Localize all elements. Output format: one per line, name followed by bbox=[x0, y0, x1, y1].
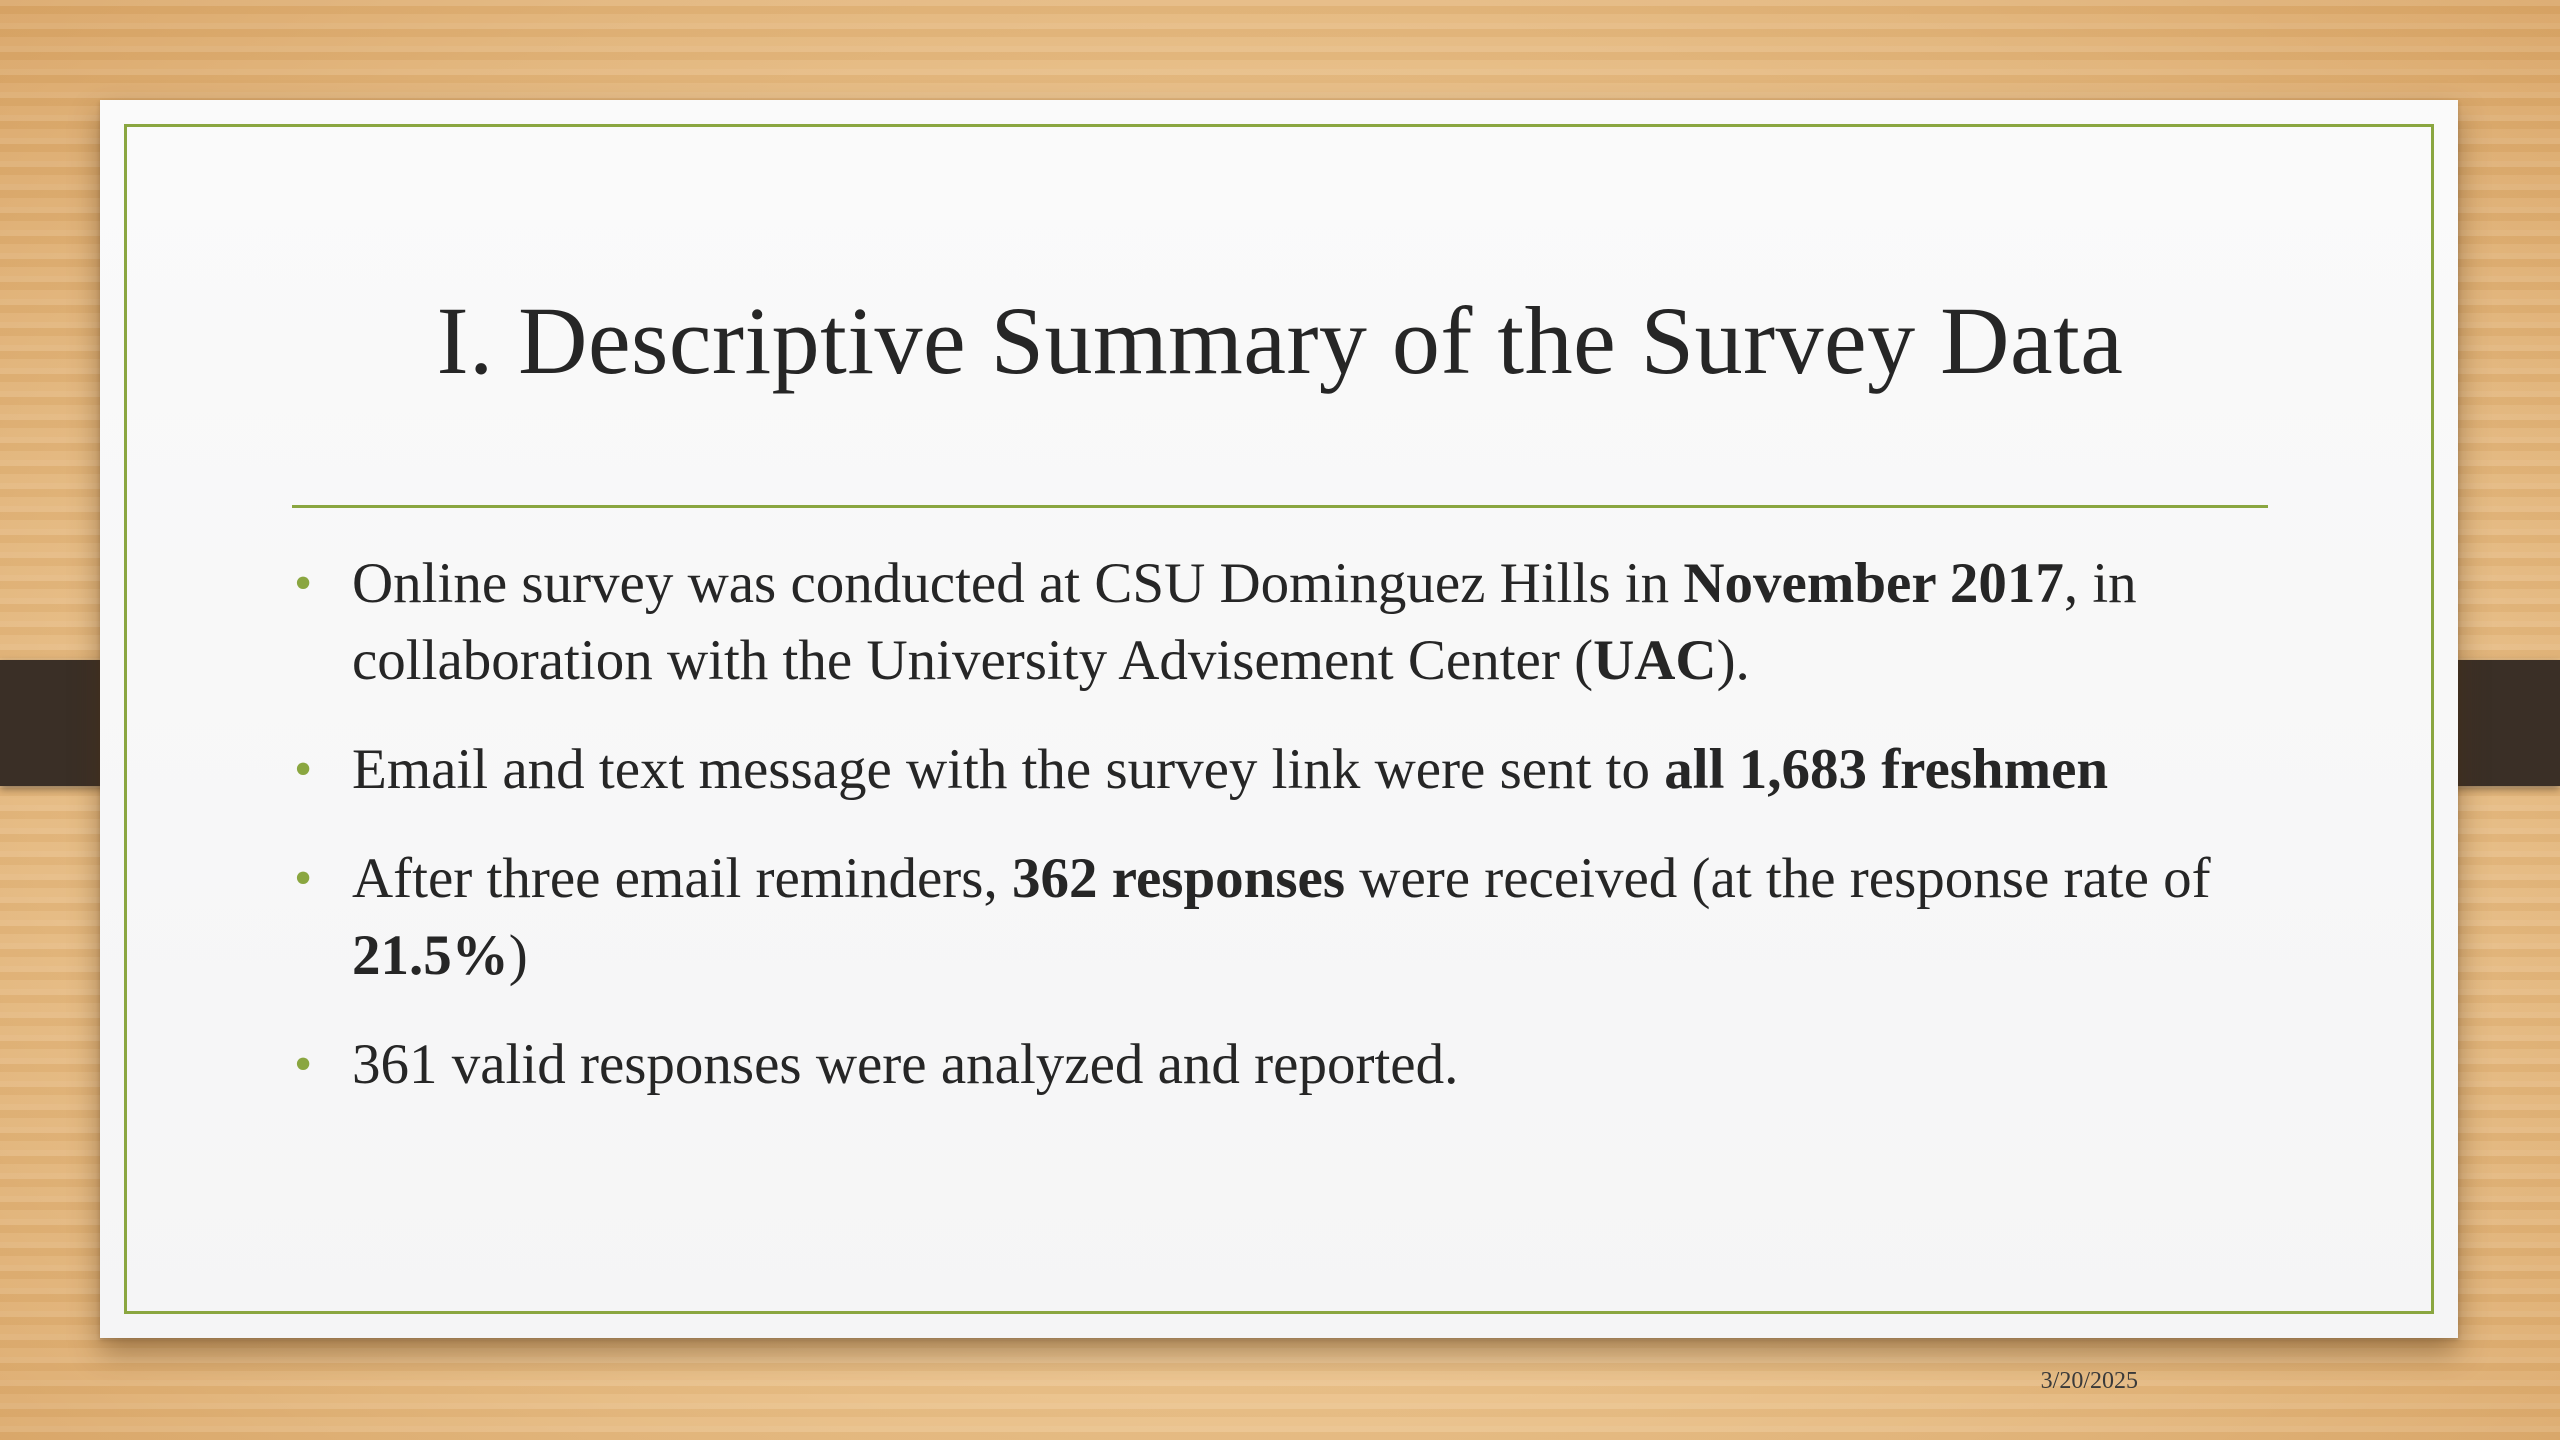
bullet-list bbox=[292, 545, 2272, 1135]
bullet-text-segment: Email and text message with the survey link were sent to bbox=[352, 738, 1665, 801]
bullet-item bbox=[292, 731, 2272, 808]
bullet-text-bold: 21.5% bbox=[352, 924, 509, 987]
bullet-dot-icon: • bbox=[294, 555, 313, 612]
bullet-text-bold: 362 responses bbox=[1011, 847, 1346, 910]
bullet-text-bold: November 2017 bbox=[1683, 552, 2064, 615]
bullet-text-segment: 361 valid responses were analyzed and reported. bbox=[352, 1033, 1459, 1096]
bullet-item bbox=[292, 840, 2272, 994]
bullet-dot-icon: • bbox=[294, 850, 313, 907]
bullet-text-segment: Online survey was conducted at CSU Dominguez Hills in bbox=[352, 552, 1684, 615]
bullet-text-bold: UAC bbox=[1593, 629, 1717, 692]
bullet-text-segment: ). bbox=[1716, 629, 1750, 692]
bullet-text-bold: all 1,683 freshmen bbox=[1664, 738, 2109, 801]
bullet-text-segment: were received (at the response rate of bbox=[1345, 847, 2211, 910]
bullet-item bbox=[292, 545, 2272, 699]
bullet-text-segment: After three email reminders, bbox=[352, 847, 1012, 910]
bullet-text-segment: ) bbox=[508, 924, 528, 987]
bullet-text bbox=[352, 847, 2211, 987]
slide-title: I. Descriptive Summary of the Survey Data bbox=[436, 287, 2124, 394]
bullet-dot-icon: • bbox=[294, 1036, 313, 1093]
bullet-text-segment: , in collaboration with the University Advisement Center ( bbox=[352, 552, 2137, 692]
title-divider bbox=[292, 505, 2268, 508]
bullet-item bbox=[292, 1026, 2272, 1103]
bullet-text bbox=[352, 1033, 1458, 1096]
bullet-dot-icon: • bbox=[294, 741, 313, 798]
bullet-text bbox=[352, 552, 2137, 692]
bullet-text bbox=[352, 738, 2108, 801]
slide-date: 3/20/2025 bbox=[2040, 1368, 2138, 1394]
